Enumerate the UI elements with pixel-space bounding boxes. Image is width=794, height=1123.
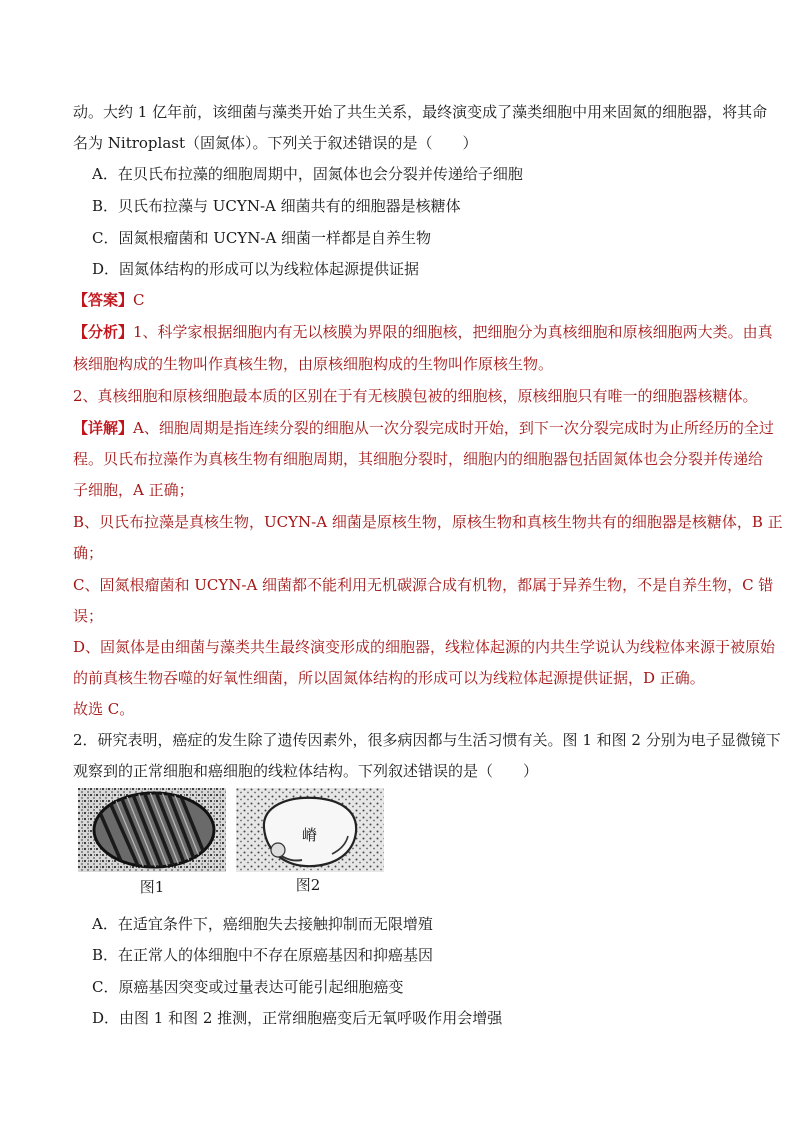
answer-tag: 【答案】 xyxy=(73,291,134,309)
q1-detail-line-3: 子细胞，A 正确； xyxy=(73,481,194,499)
q1-analysis-line-1 xyxy=(73,322,773,342)
q1-detail-line-1 xyxy=(73,418,774,438)
q1-detail-line-4: B、贝氏布拉藻是真核生物，UCYN-A 细菌是原核生物，原核生物和真核生物共有的细胞器是核糖体，B 正 xyxy=(73,513,783,531)
analysis-tag: 【分析】 xyxy=(73,323,134,341)
figure-1-normal-mitochondrion xyxy=(78,788,226,872)
q1-option-d: D．固氮体结构的形成可以为线粒体起源提供证据 xyxy=(92,260,420,278)
q1-detail-line-8: D、固氮体是由细菌与藻类共生最终演变形成的细胞器，线粒体起源的内共生学说认为线粒体来源于被原始 xyxy=(73,638,776,656)
figure-1-label: 图1 xyxy=(139,878,165,896)
figure-2-label: 图2 xyxy=(295,876,321,894)
detail-tag: 【详解】 xyxy=(73,419,134,437)
q2-stem-line-1: 2．研究表明，癌症的发生除了遗传因素外，很多病因都与生活习惯有关。图 1 和图 2 分别为电子显微镜下 xyxy=(73,731,781,749)
q1-option-c: C．固氮根瘤菌和 UCYN-A 细菌一样都是自养生物 xyxy=(92,229,432,247)
q1-conclusion: 故选 C。 xyxy=(73,700,135,718)
q1-option-b: B．贝氏布拉藻与 UCYN-A 细菌共有的细胞器是核糖体 xyxy=(92,197,461,215)
q1-option-a: A．在贝氏布拉藻的细胞周期中，固氮体也会分裂并传递给子细胞 xyxy=(92,165,523,183)
q1-detail-line-5: 确； xyxy=(73,544,104,562)
mitochondria-figures xyxy=(78,788,388,900)
crista-annotation: 嵴 xyxy=(302,826,318,844)
q1-detail-line-2: 程。贝氏布拉藻作为真核生物有细胞周期，其细胞分裂时，细胞内的细胞器包括固氮体也会分裂并传递给 xyxy=(73,450,764,468)
answer-value: C xyxy=(133,291,145,309)
q1-analysis-line-3: 2、真核细胞和原核细胞最本质的区别在于有无核膜包被的细胞核，原核细胞只有唯一的细胞器核糖体。 xyxy=(73,387,758,405)
q1-detail-line-9: 的前真核生物吞噬的好氧性细菌，所以固氮体结构的形成可以为线粒体起源提供证据，D 正确。 xyxy=(73,669,705,687)
detail-text-1: A、细胞周期是指连续分裂的细胞从一次分裂完成时开始，到下一次分裂完成时为止所经历的全过 xyxy=(133,419,774,437)
q2-option-b: B．在正常人的体细胞中不存在原癌基因和抑癌基因 xyxy=(92,946,434,964)
q2-option-d: D．由图 1 和图 2 推测，正常细胞癌变后无氧呼吸作用会增强 xyxy=(92,1009,503,1027)
q1-analysis-line-2: 核细胞构成的生物叫作真核生物，由原核细胞构成的生物叫作原核生物。 xyxy=(73,355,554,373)
q2-option-a: A．在适宜条件下，癌细胞失去接触抑制而无限增殖 xyxy=(92,915,433,933)
q1-detail-line-6: C、固氮根瘤菌和 UCYN-A 细菌都不能利用无机碳源合成有机物，都属于异养生物，不是自养生物，C 错 xyxy=(73,576,774,594)
q2-stem-line-2: 观察到的正常细胞和癌细胞的线粒体结构。下列叙述错误的是（ ） xyxy=(73,762,539,780)
q1-stem-line-2: 名为 Nitroplast（固氮体）。下列关于叙述错误的是（ ） xyxy=(73,134,478,152)
q2-option-c: C．原癌基因突变或过量表达可能引起细胞癌变 xyxy=(92,978,404,996)
figure-2-cancer-mitochondrion xyxy=(236,788,384,872)
q1-detail-line-7: 误； xyxy=(73,607,104,625)
q1-stem-line-1: 动。大约 1 亿年前，该细菌与藻类开始了共生关系，最终演变成了藻类细胞中用来固氮的细胞器，将其命 xyxy=(73,103,768,121)
analysis-text-1: 1、科学家根据细胞内有无以核膜为界限的细胞核，把细胞分为真核细胞和原核细胞两大类。由真 xyxy=(133,323,773,341)
q1-answer xyxy=(73,290,145,310)
